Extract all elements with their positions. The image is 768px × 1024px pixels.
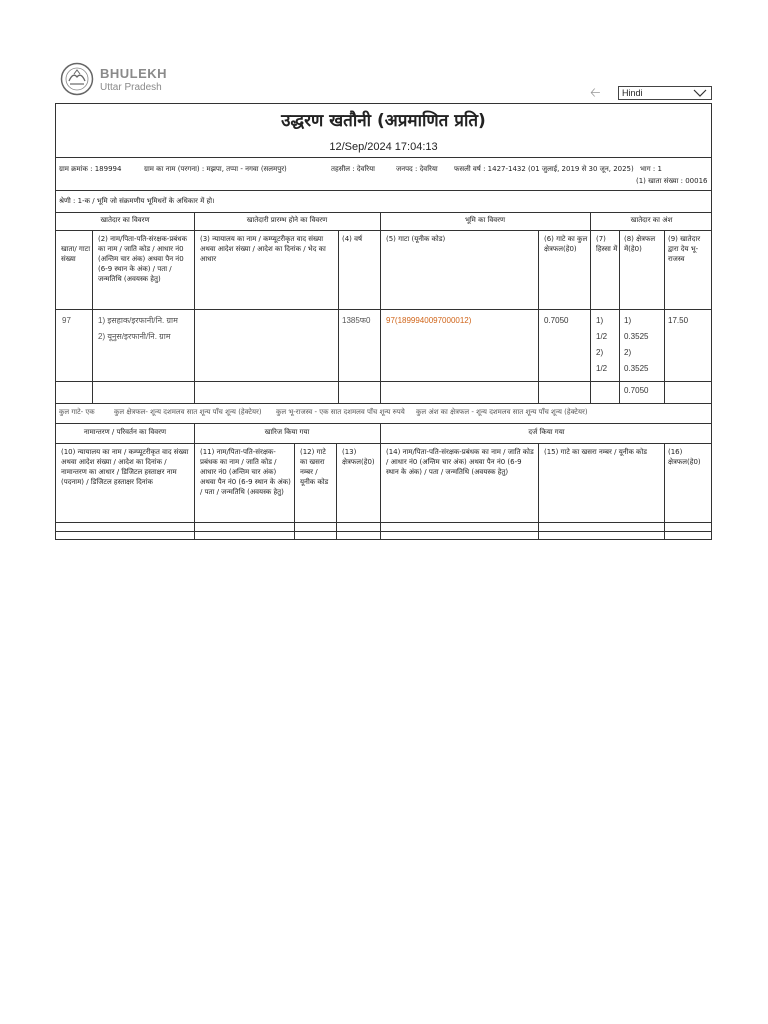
area-1-value: 0.3525 [624,332,649,341]
share-2-label: 2) [596,348,604,357]
row-khata: 97 [62,316,71,325]
share-1-value: 1/2 [596,332,608,341]
divider [56,309,711,310]
col-added-owner: (14) नाम/पिता-पति-संरक्षक-प्रबंधक का नाम / जाति कोड / आधार नं0 (अन्तिम चार अंक) अथवा पैन नं0 (6-9 स्थान के अंक) / पता / जन्मतिथि (अवयस्क हेतु) [386,448,534,476]
area-2-value: 0.3525 [624,364,649,373]
summary-revenue: कुल भू-राजस्व - एक सात दशमलव पाँच शून्य रुपये [276,408,405,416]
col-added-plot: (15) गाटे का खसरा नम्बर / यूनीक कोड [544,448,647,456]
divider [194,423,195,540]
summary-share-area: कुल अंश का क्षेत्रफल - शून्य दशमलव सात शून्य पाँच शून्य (हेक्टेयर) [416,408,588,416]
section-removed: खारिज किया गया [264,428,310,436]
divider [294,443,295,540]
document-title: उद्धरण खतौनी (अप्रमाणित प्रति) [281,111,486,131]
divider [538,230,539,403]
col-khata-number: खाता/ गाटा संख्या [61,245,91,263]
divider [56,157,711,158]
col-share: (7) हिस्सा में [596,235,618,253]
document-datetime: 12/Sep/2024 17:04:13 [329,141,438,153]
row-year: 1385फ0 [342,316,371,325]
bhulekh-logo[interactable] [60,60,170,100]
village-name: ग्राम का नाम (परगना) : मझपा, तप्पा - नगवा (सलमपुर) [144,165,287,173]
divider [619,230,620,403]
fasli-year: फसली वर्ष : 1427-1432 (01 जुलाई, 2019 से 30 जून, 2025) [454,165,634,173]
col-added-area: (16) क्षेत्रफल(हे0) [668,448,701,466]
village-code: ग्राम क्रमांक : 189994 [59,165,122,173]
row-revenue: 17.50 [668,316,689,325]
divider [56,212,711,213]
divider [56,423,711,424]
divider [56,190,711,191]
language-select-value: Hindi [622,88,643,98]
section-mutation: नामान्तरण / परिवर्तन का विवरण [83,428,167,436]
owner-1: 1) इसहाक/इरफानी/नि. ग्राम [98,316,178,325]
divider [56,522,711,523]
up-emblem-icon [60,62,94,96]
part-number: भाग : 1 [640,165,662,173]
divider [56,443,711,444]
khatauni-document [55,103,712,540]
section-khatedar: खातेदार का विवरण [100,216,150,224]
section-khatedari: खातेदारी प्रारम्भ होने का विवरण [246,216,328,224]
col-court-mutation: (10) न्यायालय का नाम / कम्प्यूटरीकृत वाद संख्या अथवा आदेश संख्या / आदेश का दिनांक / नामान्तरण का आधार / डिजिटल हस्ताक्षर नाम (पदनाम) / डिजिटल हस्ताक्षर दिनांक [61,448,189,486]
category: श्रेणी : 1-क / भूमि जो संक्रमणीय भूमिधरों के अधिकार में हो। [59,197,215,205]
language-select[interactable] [618,86,712,100]
col-plot-code: (5) गाटा (यूनीक कोड) [386,235,446,243]
divider [194,212,195,403]
share-1-label: 1) [596,316,604,325]
logo-title: BHULEKH [100,66,168,81]
col-revenue: (9) खातेदार द्वारा देय भू-राजस्व [668,235,701,263]
total-share-area: 0.7050 [624,386,649,395]
row-plot-link[interactable]: 97(1899940097000012) [386,316,472,325]
divider [538,443,539,540]
divider [380,212,381,403]
section-land: भूमि का विवरण [464,216,506,224]
khata-number: (1) खाता संख्या : 00016 [636,177,708,185]
section-added: दर्ज किया गया [528,428,565,436]
col-court-order: (3) न्यायालय का नाम / कम्प्यूटरीकृत वाद संख्या अथवा आदेश संख्या / आदेश का दिनांक / भेद का आधार [200,235,326,263]
divider [380,423,381,540]
col-year: (4) वर्ष [342,235,363,243]
divider [56,531,711,532]
col-removed-owner: (11) नाम/पिता-पति-संरक्षक-प्रबंधक का नाम / जाति कोड / आधार नं0 (अन्तिम चार अंक) अथवा पैन नं0 (6-9 स्थान के अंक) / पता / जन्मतिथि (अवयस्क हेतु) [200,448,291,496]
row-total-area: 0.7050 [544,316,569,325]
arrow-left-icon[interactable]: 🡠 [590,86,601,101]
divider [590,212,591,403]
share-2-value: 1/2 [596,364,608,373]
col-area: (8) क्षेत्रफल में(हे0) [624,235,656,253]
tehsil: तहसील : देवरिया [331,165,375,173]
col-removed-plot: (12) गाटे का खसरा नम्बर / यूनीक कोड [300,448,329,486]
divider [56,403,711,404]
divider [56,230,711,231]
logo-subtitle: Uttar Pradesh [100,82,162,93]
owner-2: 2) यूनुस/इरफानी/नि. ग्राम [98,332,171,341]
divider [56,381,711,382]
chevron-down-icon [693,87,707,99]
divider [664,443,665,540]
col-total-area: (6) गाटे का कुल क्षेत्रफल(हे0) [544,235,588,253]
divider [338,230,339,403]
divider [92,230,93,403]
col-removed-area: (13) क्षेत्रफल(हे0) [342,448,375,466]
area-1-label: 1) [624,316,632,325]
summary-plots: कुल गाटे- एक [59,408,95,416]
district: जनपद : देवरिया [396,165,438,173]
section-share: खातेदार का अंश [630,216,673,224]
col-owner-name: (2) नाम/पिता-पति-संरक्षक-प्रबंधक का नाम / जाति कोड / आधार नं0 (अन्तिम चार अंक) अथवा पैन नं0 (6-9 स्थान के अंक) / पता / जन्मतिथि (अवयस्क हेतु) [98,235,187,283]
summary-area: कुल क्षेत्रफल- शून्य दशमलव सात शून्य पाँच शून्य (हेक्टेयर) [114,408,262,416]
area-2-label: 2) [624,348,632,357]
divider [664,230,665,403]
divider [336,443,337,540]
